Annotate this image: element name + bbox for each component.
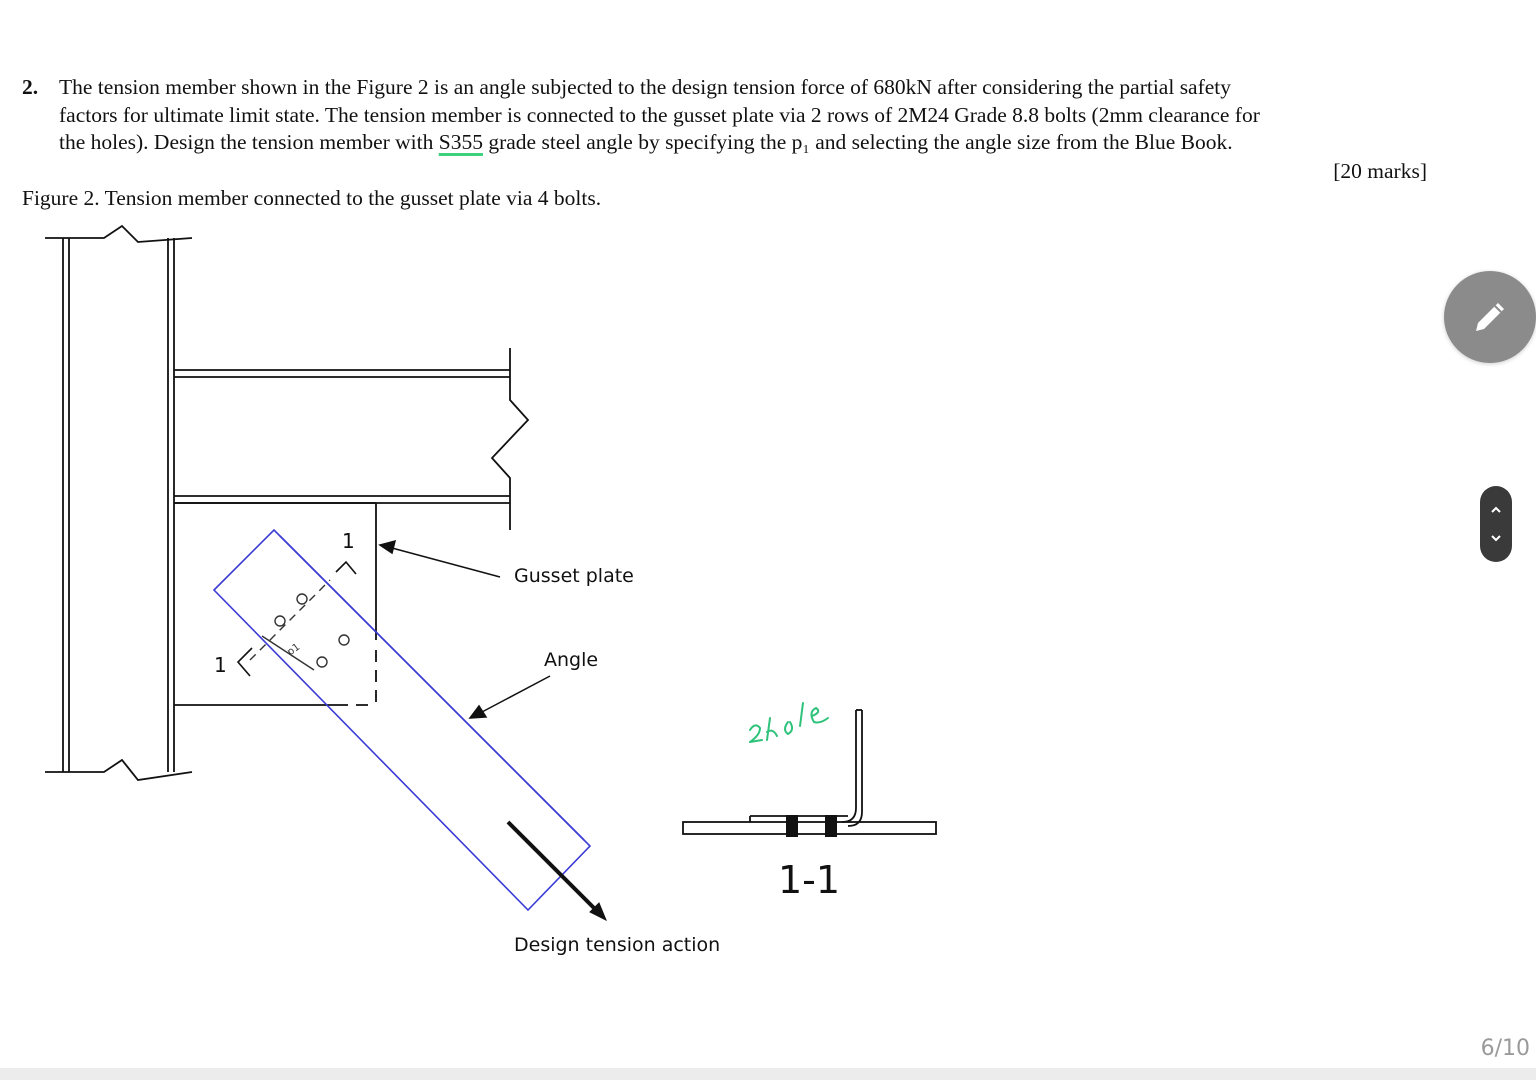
pencil-icon bbox=[1468, 295, 1512, 339]
question-line-3-pre: the holes). Design the tension member with bbox=[59, 130, 439, 154]
section-title: 1-1 bbox=[778, 858, 841, 902]
section-mark-top bbox=[336, 562, 356, 574]
section-bolt bbox=[786, 815, 798, 837]
bolt-hole bbox=[275, 616, 285, 626]
section-mark-top-label: 1 bbox=[342, 529, 355, 553]
section-bolt bbox=[825, 815, 837, 837]
marks-label: [20 marks] bbox=[1333, 159, 1427, 183]
gusset-plate-label: Gusset plate bbox=[514, 565, 634, 587]
angle-label: Angle bbox=[544, 649, 599, 671]
edit-button[interactable] bbox=[1444, 271, 1536, 363]
chevron-down-icon[interactable] bbox=[1480, 524, 1512, 552]
page-nav[interactable] bbox=[1480, 486, 1512, 562]
question-line-2: factors for ultimate limit state. The tension member is connected to the gusset plate via 2 rows of 2M24 Grade 8.8 bolts (2mm clearance for bbox=[59, 102, 1260, 127]
angle-arrow bbox=[470, 676, 550, 718]
column bbox=[45, 226, 192, 780]
design-tension-label: Design tension action bbox=[514, 934, 721, 956]
question-line-3-post: grade steel angle by specifying the p₁ and selecting the angle size from the Blue Book. bbox=[482, 130, 1233, 154]
grade-highlight: S355 bbox=[438, 130, 483, 154]
bolt-hole bbox=[297, 594, 307, 604]
bolt-hole bbox=[317, 657, 327, 667]
bottom-strip bbox=[0, 1068, 1536, 1080]
bolt-hole bbox=[339, 635, 349, 645]
section-mark-left bbox=[238, 648, 252, 676]
angle-member bbox=[214, 530, 590, 910]
section-mark-left-label: 1 bbox=[214, 653, 227, 677]
figure-caption: Figure 2. Tension member connected to the gusset plate via 4 bolts. bbox=[22, 186, 602, 210]
page-indicator: 6/10 bbox=[1480, 1036, 1530, 1061]
question-line-1: The tension member shown in the Figure 2 is an angle subjected to the design tension force of 680kN after considering the partial safety bbox=[59, 75, 1232, 99]
chevron-up-icon[interactable] bbox=[1480, 496, 1512, 524]
p1-label: p1 bbox=[285, 641, 303, 659]
bolts bbox=[250, 580, 349, 670]
gusset-arrow bbox=[380, 541, 500, 577]
question-number: 2. bbox=[22, 75, 39, 99]
